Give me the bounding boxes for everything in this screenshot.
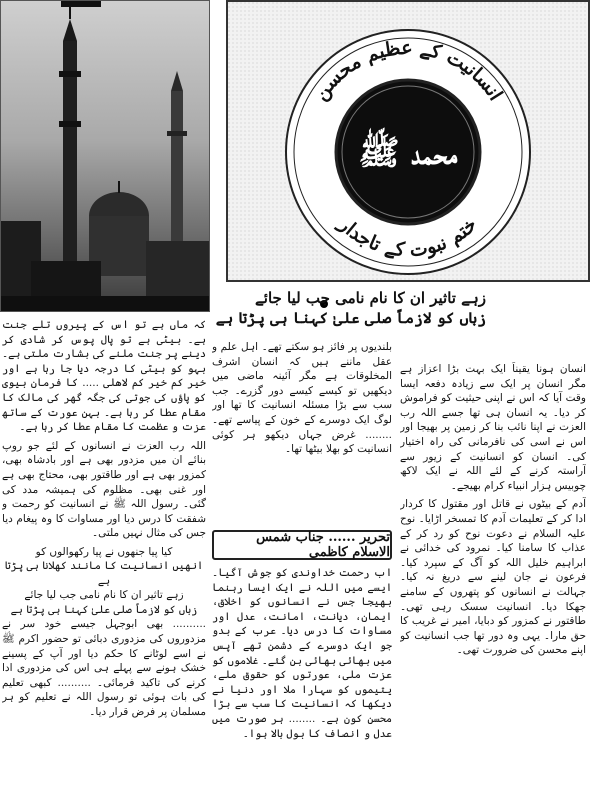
left-tail-paragraph: .......... بھی ابوجہل جیسے خود سر نے مزدوروں کی مزدوری دبائی تو حضور اکرم ﷺ نے اسے لوٹانے کا حکم دیا اور آپ کے پسینے خشک ہونے سے پہلے ہی اس کی مزدوری ادا کرنے کی تاکید فرمائی۔ .......... کبھی تعلیم کی بات ہوئی تو رسول اللہ نے تعلیم کو ہر مسلمان پر فرض قرار دیا۔ — [2, 618, 206, 718]
poem-line-4: زباں کو لازماً صلی علیٰ کہنا ہی پڑتا ہے — [10, 603, 198, 616]
left-paragraph-2: اللہ رب العزت نے انسانوں کے لئے جو روپ بنائے ان میں مزدور بھی ہے اور بادشاہ بھی، کمزور بھی ہے اور طاقتور بھی، محتاج بھی ہے اور غنی بھی۔ مظلوم کی ہمیشہ مدد کی گئی۔ رسول اللہ ﷺ نے انسانیت کو رحمت و شفقت کا درس دیا اور مساوات کا وہ پیغام دیا جس کی مثال نہیں ملتی۔ — [2, 439, 206, 540]
svg-text:ختم نبوت کے تاجدار — [333, 212, 481, 261]
poem-line-1: کیا پیا جنھوں نے پیا رکھوالوں کو — [35, 545, 173, 558]
mosque-illustration-icon — [1, 1, 210, 312]
middle-top-paragraph: بلندیوں پر فائز ہو سکتے تھے۔ اہل علم و عقل ماننے ہیں کہ انسان اشرف المخلوقات ہے مگر آئینہ ماضی میں دیکھیں تو کیسے کیسے دور گزرے۔ جب سب سے بڑا مسئلہ انسانیت کا تھا اور لوگ ایک دوسرے کے خون کے پیاسے تھے۔ ........ غرض جہاں دیکھو ہر کوئی انسانیت کو بھلا بیٹھا تھا۔ — [212, 341, 392, 456]
emblem-panel — [226, 0, 590, 282]
middle-bottom-paragraph: اب رحمت خداوندی کو جوش آگیا۔ ایسے میں اللہ نے ایک ایسا رہنما بھیجا جس نے انسانوں کو اخلاق، ایمان، دیانت، امانت، عدل اور مساوات کا درس دیا۔ عرب کے بدو جو ایک دوسرے کے دشمن تھے آپس میں بھائی بھائی بن گئے۔ غلاموں کو عزت ملی، عورتوں کو حقوق ملے، یتیموں کو سہارا ملا اور دنیا نے دیکھا کہ انسانیت کا سب سے بڑا محسن کون ہے۔ ........ ہر صورت میں عدل و انصاف کا بول بالا ہوا۔ — [212, 567, 392, 740]
article-column-middle-top — [212, 340, 392, 526]
poem — [2, 545, 206, 618]
byline-box — [212, 530, 392, 560]
poem-line-2: انھیں انسانیت کا مانند کھلانا ہی پڑتا ہے — [4, 560, 204, 587]
emblem-ring-text-bottom: ختم نبوت کے تاجدار — [334, 213, 482, 262]
headline-line-2: زباں کو لازماً صلی علیٰ کہنا ہی پڑتا ہے — [215, 309, 486, 327]
article-column-right — [400, 362, 586, 802]
headline — [206, 288, 486, 328]
mosque-photo — [0, 0, 210, 312]
headline-line-1: زہے تاثیر ان کا نام نامی جب لیا جائے — [254, 289, 486, 307]
right-paragraph-1: انسان ہونا یقیناً ایک بہت بڑا اعزاز ہے مگر انسان پر ایک سے زیادہ دفعہ ایسا وقت آیا کہ اس نے اپنی حیثیت کو فراموش کر دیا۔ یہ انسان ہی تھا جسے اللہ رب العزت نے اپنا نائب بنا کر زمین پر بھیجا اور اس نے اسی کی نافرمانی کی راہ اختیار کی۔ انسان کو انسانیت کے زیور سے آراستہ کرنے کے لئے اللہ نے ایک لاکھ چوبیس ہزار انبیاء کرام بھیجے۔ — [400, 363, 586, 492]
emblem-ring-text-top: انسانیت کے عظیم محسن — [309, 36, 507, 105]
svg-text:انسانیت کے عظیم محسن — [310, 37, 507, 105]
article-column-left — [2, 318, 206, 802]
article-column-middle-bottom — [212, 566, 392, 802]
poem-line-3: زہے تاثیر ان کا نام نامی جب لیا جائے — [24, 589, 184, 602]
right-paragraph-2: آدم کے بیٹوں نے قاتل اور مقتول کا کردار ادا کر کے تعلیمات آدم کا تمسخر اڑایا۔ نوح علیہ السلام نے دعوت نوح کو رد کر کے عذاب کا سامنا کیا۔ نمرود کی خدائی نے ابراہیم خلیل اللہ کو آگ کے سپرد کیا۔ فرعون نے جان لینے سے دریغ نہ کیا۔ جہالت نے انسانوں کو پتھروں کے سامنے جھکا دیا۔ انسانیت سسک رہی تھی۔ طاقتور نے کمزور کو دبایا، امیر نے غریب کا حق مارا۔ یہی وہ دور تھا جب انسانیت کو اپنے محسن کی ضرورت تھی۔ — [400, 498, 586, 657]
emblem-center-calligraphy: محمد ﷺ — [358, 133, 458, 173]
left-paragraph-1: کہ ماں ہے تو اس کے پیروں تلے جنت ہے۔ بیٹی ہے تو پال پوس کر شادی کر دینے پر جنت ملنے کی بشارت ملتی ہے۔ بہو کو بیٹی کا درجہ دیا جا رہا ہے اور خیر کم خیر کم لاھلی ..... کا فرمان بیوی کو پاؤں کی جوتی کی جگہ گھر کی مالک کا مقام عطا کر رہا ہے۔ بہن عورت کے ساتھ عزت و عظمت کا مقام عطا کر رہا ہے۔ — [2, 319, 206, 434]
emblem-ring-text — [228, 2, 588, 280]
byline: تحریر ...... جناب شمس الاسلام کاظمی — [256, 530, 390, 560]
